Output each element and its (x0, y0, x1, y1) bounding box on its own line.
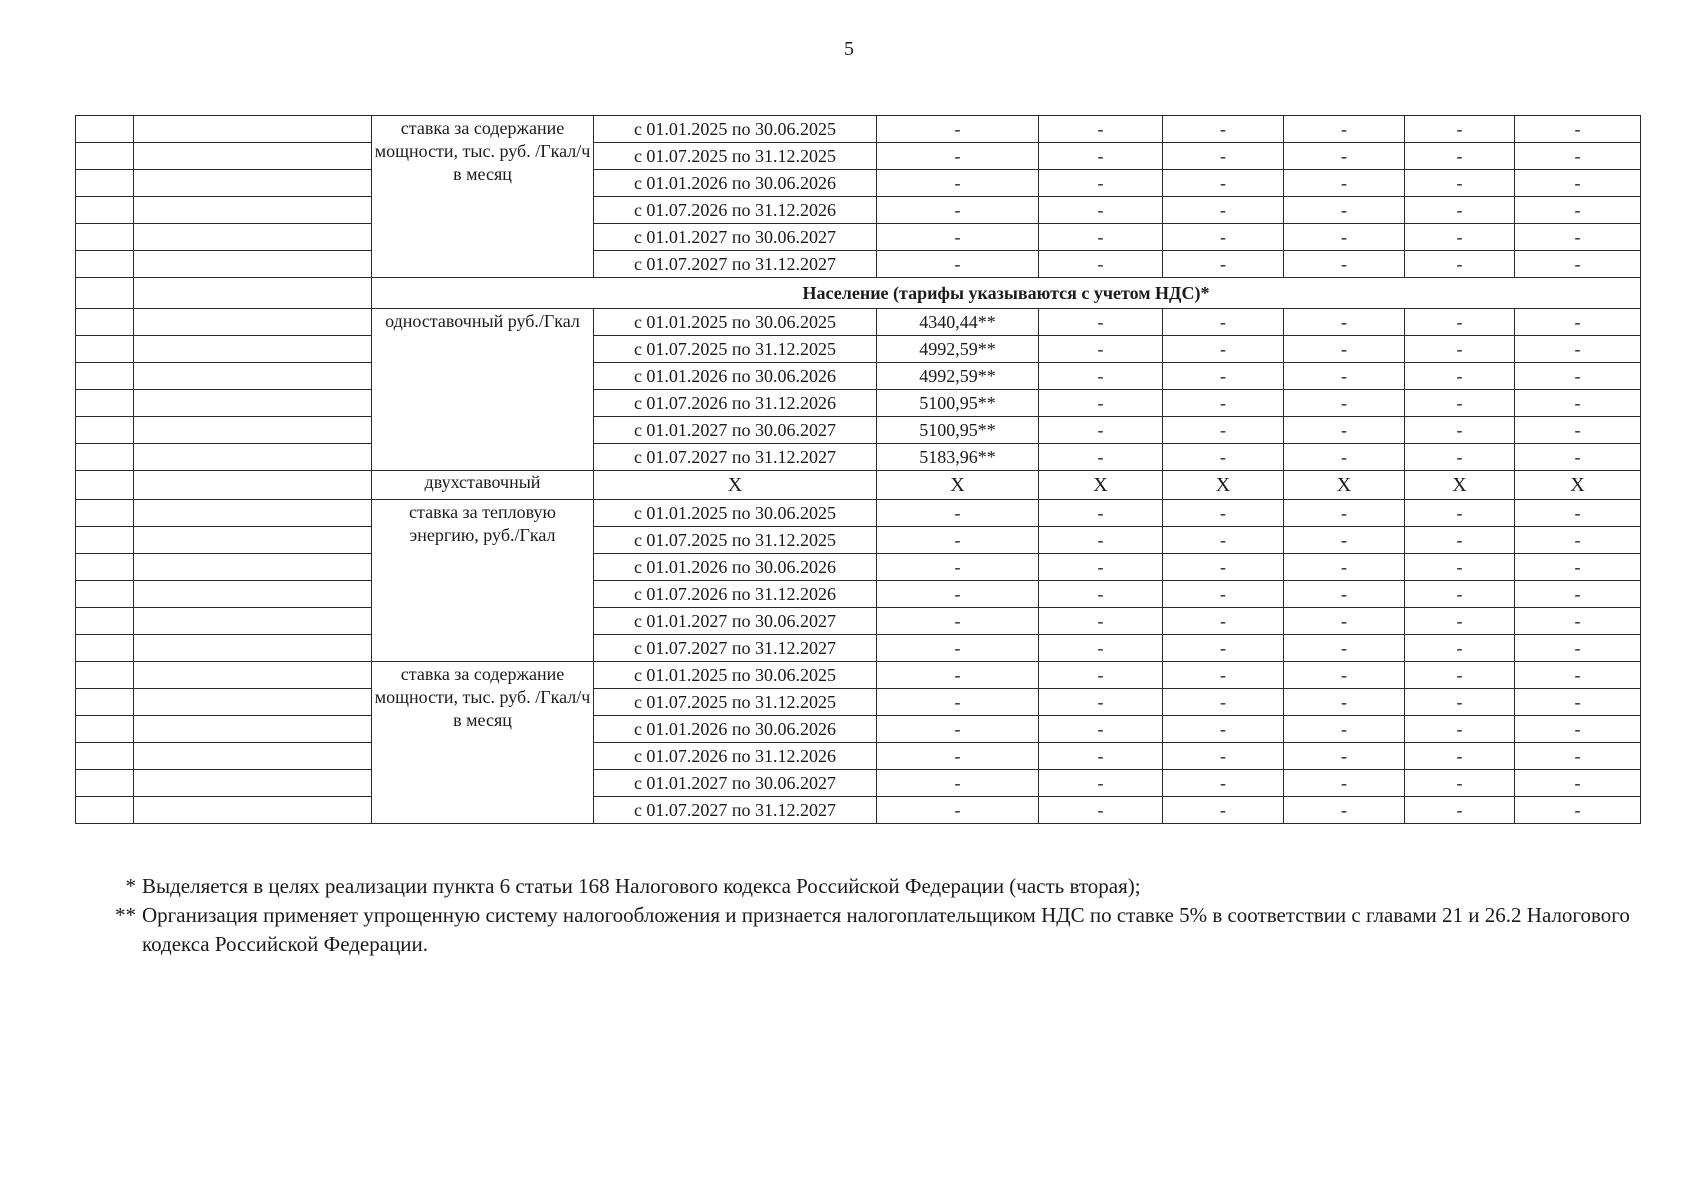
name-cell (134, 363, 372, 390)
value-cell: - (1515, 170, 1641, 197)
value-cell: - (1405, 417, 1515, 444)
value-cell: - (877, 197, 1039, 224)
value-cell: - (1284, 363, 1405, 390)
value-cell: - (1284, 309, 1405, 336)
number-cell (76, 170, 134, 197)
value-cell: - (1405, 770, 1515, 797)
value-cell: - (1284, 390, 1405, 417)
value-cell: - (1284, 224, 1405, 251)
footnote (100, 901, 1640, 959)
name-cell (134, 716, 372, 743)
value-cell: - (1515, 444, 1641, 471)
x-mark-cell: X (877, 471, 1039, 500)
value-cell: - (877, 170, 1039, 197)
value-cell: - (1284, 716, 1405, 743)
table-row (76, 444, 1641, 471)
period-cell: с 01.07.2027 по 31.12.2027 (594, 444, 877, 471)
value-cell: - (1163, 770, 1284, 797)
value-cell: - (877, 251, 1039, 278)
value-cell: - (1405, 170, 1515, 197)
table-row (76, 716, 1641, 743)
value-cell: - (1163, 363, 1284, 390)
footnotes (100, 872, 1640, 959)
number-cell (76, 581, 134, 608)
period-cell: с 01.01.2027 по 30.06.2027 (594, 608, 877, 635)
value-cell: - (1515, 500, 1641, 527)
name-cell (134, 309, 372, 336)
section-row (76, 278, 1641, 309)
number-cell (76, 197, 134, 224)
period-cell: с 01.01.2027 по 30.06.2027 (594, 417, 877, 444)
table-row (76, 390, 1641, 417)
number-cell (76, 743, 134, 770)
value-cell: - (877, 581, 1039, 608)
value-cell: - (1405, 797, 1515, 824)
name-cell (134, 527, 372, 554)
value-cell: - (1515, 336, 1641, 363)
value-cell: - (877, 770, 1039, 797)
name-cell (134, 554, 372, 581)
x-mark-cell: X (594, 471, 877, 500)
value-cell: - (1163, 689, 1284, 716)
name-cell (134, 608, 372, 635)
value-cell: - (1405, 309, 1515, 336)
table-row (76, 635, 1641, 662)
value-cell: - (1163, 309, 1284, 336)
value-cell: - (877, 743, 1039, 770)
value-cell: - (1163, 527, 1284, 554)
number-cell (76, 143, 134, 170)
name-cell (134, 143, 372, 170)
value-cell: - (1163, 797, 1284, 824)
value-cell: - (1405, 197, 1515, 224)
value-cell: - (1405, 635, 1515, 662)
value-cell: - (1163, 197, 1284, 224)
footnote-text: Организация применяет упрощенную систему налогообложения и признается налогоплательщиком НДС по ставке 5% в соответствии с главами 21 и 26.2 Налогового кодекса Российской Федерации. (142, 903, 1630, 956)
value-cell: - (1405, 116, 1515, 143)
tariff-table (75, 115, 1641, 824)
value-cell: - (1163, 581, 1284, 608)
value-cell: - (1515, 554, 1641, 581)
value-cell: - (1284, 635, 1405, 662)
table-row (76, 224, 1641, 251)
period-cell: с 01.07.2026 по 31.12.2026 (594, 581, 877, 608)
value-cell: - (1405, 390, 1515, 417)
period-cell: с 01.07.2027 по 31.12.2027 (594, 797, 877, 824)
table-row (76, 689, 1641, 716)
value-cell: - (1039, 336, 1163, 363)
value-cell: 5100,95** (877, 390, 1039, 417)
number-cell (76, 251, 134, 278)
value-cell: - (1284, 143, 1405, 170)
name-cell (134, 170, 372, 197)
value-cell: - (1039, 689, 1163, 716)
value-cell: - (877, 662, 1039, 689)
page-number: 5 (844, 38, 854, 60)
period-cell: с 01.07.2025 по 31.12.2025 (594, 689, 877, 716)
name-cell (134, 116, 372, 143)
number-cell (76, 336, 134, 363)
name-cell (134, 471, 372, 500)
value-cell: - (1515, 251, 1641, 278)
period-cell: с 01.07.2027 по 31.12.2027 (594, 251, 877, 278)
value-cell: - (1284, 417, 1405, 444)
number-cell (76, 417, 134, 444)
value-cell: - (1163, 662, 1284, 689)
number-cell (76, 224, 134, 251)
value-cell: - (1284, 608, 1405, 635)
value-cell: - (877, 224, 1039, 251)
value-cell: - (1284, 581, 1405, 608)
value-cell: - (1515, 116, 1641, 143)
period-cell: с 01.01.2025 по 30.06.2025 (594, 500, 877, 527)
value-cell: - (1405, 143, 1515, 170)
table-row (76, 581, 1641, 608)
value-cell: - (1163, 224, 1284, 251)
name-cell (134, 224, 372, 251)
period-cell: с 01.07.2025 по 31.12.2025 (594, 527, 877, 554)
value-cell: - (1163, 251, 1284, 278)
name-cell (134, 444, 372, 471)
number-cell (76, 500, 134, 527)
period-cell: с 01.01.2026 по 30.06.2026 (594, 716, 877, 743)
period-cell: с 01.01.2025 по 30.06.2025 (594, 309, 877, 336)
value-cell: - (1039, 770, 1163, 797)
value-cell: - (1515, 608, 1641, 635)
period-cell: с 01.01.2027 по 30.06.2027 (594, 770, 877, 797)
footnote-symbol: * (125, 874, 136, 898)
value-cell: - (877, 116, 1039, 143)
name-cell (134, 251, 372, 278)
value-cell: - (877, 527, 1039, 554)
value-cell: - (1284, 662, 1405, 689)
value-cell: - (1405, 554, 1515, 581)
table-row (76, 662, 1641, 689)
value-cell: - (1405, 251, 1515, 278)
value-cell: - (1039, 797, 1163, 824)
table-row (76, 471, 1641, 500)
number-cell (76, 116, 134, 143)
number-cell (76, 527, 134, 554)
value-cell: - (1515, 743, 1641, 770)
value-cell: - (1405, 336, 1515, 363)
number-cell (76, 278, 134, 309)
value-cell: - (1284, 770, 1405, 797)
value-cell: - (877, 554, 1039, 581)
number-cell (76, 363, 134, 390)
name-cell (134, 197, 372, 224)
period-cell: с 01.07.2026 по 31.12.2026 (594, 743, 877, 770)
value-cell: - (1405, 444, 1515, 471)
table-row (76, 554, 1641, 581)
rate-type-label: двухставочный (372, 471, 594, 500)
value-cell: - (1163, 143, 1284, 170)
value-cell: - (1163, 390, 1284, 417)
name-cell (134, 743, 372, 770)
x-mark-cell: X (1039, 471, 1163, 500)
value-cell: - (877, 716, 1039, 743)
rate-type-label: ставка за тепловую энергию, руб./Гкал (372, 500, 594, 662)
table-row (76, 770, 1641, 797)
value-cell: - (877, 797, 1039, 824)
x-mark-cell: X (1405, 471, 1515, 500)
period-cell: с 01.01.2025 по 30.06.2025 (594, 116, 877, 143)
value-cell: - (1039, 417, 1163, 444)
value-cell: - (1515, 716, 1641, 743)
x-mark-cell: X (1284, 471, 1405, 500)
value-cell: - (1039, 143, 1163, 170)
period-cell: с 01.01.2026 по 30.06.2026 (594, 363, 877, 390)
table-row (76, 170, 1641, 197)
value-cell: - (1284, 251, 1405, 278)
value-cell: - (1405, 689, 1515, 716)
period-cell: с 01.01.2025 по 30.06.2025 (594, 662, 877, 689)
rate-type-label: одноставочный руб./Гкал (372, 309, 594, 471)
value-cell: - (877, 143, 1039, 170)
value-cell: 4992,59** (877, 363, 1039, 390)
table-row (76, 309, 1641, 336)
value-cell: - (1515, 197, 1641, 224)
name-cell (134, 390, 372, 417)
value-cell: 4340,44** (877, 309, 1039, 336)
value-cell: - (1039, 363, 1163, 390)
value-cell: - (1515, 662, 1641, 689)
value-cell: - (877, 500, 1039, 527)
table-row (76, 500, 1641, 527)
number-cell (76, 635, 134, 662)
value-cell: - (1405, 716, 1515, 743)
value-cell: - (1163, 116, 1284, 143)
period-cell: с 01.01.2026 по 30.06.2026 (594, 170, 877, 197)
section-title: Население (тарифы указываются с учетом НДС)* (372, 278, 1641, 309)
period-cell: с 01.07.2025 по 31.12.2025 (594, 143, 877, 170)
footnote-text: Выделяется в целях реализации пункта 6 статьи 168 Налогового кодекса Российской Федерации (часть вторая); (142, 874, 1141, 898)
value-cell: - (1284, 527, 1405, 554)
value-cell: - (1284, 554, 1405, 581)
name-cell (134, 500, 372, 527)
name-cell (134, 417, 372, 444)
table-row (76, 608, 1641, 635)
value-cell: - (1039, 116, 1163, 143)
name-cell (134, 662, 372, 689)
value-cell: - (1039, 743, 1163, 770)
value-cell: - (1163, 716, 1284, 743)
value-cell: - (1039, 197, 1163, 224)
x-mark-cell: X (1515, 471, 1641, 500)
value-cell: - (1284, 170, 1405, 197)
value-cell: - (877, 635, 1039, 662)
value-cell: - (1284, 500, 1405, 527)
value-cell: - (1163, 417, 1284, 444)
value-cell: - (1284, 689, 1405, 716)
name-cell (134, 278, 372, 309)
value-cell: - (1039, 224, 1163, 251)
period-cell: с 01.07.2026 по 31.12.2026 (594, 197, 877, 224)
name-cell (134, 336, 372, 363)
value-cell: - (1039, 716, 1163, 743)
value-cell: - (1163, 554, 1284, 581)
period-cell: с 01.07.2027 по 31.12.2027 (594, 635, 877, 662)
value-cell: - (1163, 635, 1284, 662)
value-cell: - (1039, 581, 1163, 608)
value-cell: - (1039, 527, 1163, 554)
value-cell: - (1515, 581, 1641, 608)
value-cell: - (1405, 743, 1515, 770)
value-cell: - (1284, 116, 1405, 143)
table-row (76, 797, 1641, 824)
value-cell: - (1405, 581, 1515, 608)
value-cell: - (1039, 390, 1163, 417)
value-cell: - (1284, 336, 1405, 363)
table-row (76, 143, 1641, 170)
footnote (100, 872, 1640, 901)
number-cell (76, 471, 134, 500)
value-cell: - (1163, 336, 1284, 363)
table-row (76, 417, 1641, 444)
period-cell: с 01.01.2027 по 30.06.2027 (594, 224, 877, 251)
value-cell: - (1405, 608, 1515, 635)
value-cell: - (1039, 608, 1163, 635)
value-cell: - (877, 608, 1039, 635)
table-row (76, 527, 1641, 554)
footnote-symbol: ** (115, 903, 136, 927)
rate-type-label: ставка за содержание мощности, тыс. руб. /Гкал/ч в месяц (372, 116, 594, 278)
value-cell: - (1163, 444, 1284, 471)
value-cell: - (1405, 224, 1515, 251)
value-cell: 5100,95** (877, 417, 1039, 444)
table-row (76, 197, 1641, 224)
value-cell: - (1515, 797, 1641, 824)
name-cell (134, 797, 372, 824)
value-cell: - (1163, 500, 1284, 527)
value-cell: - (1039, 662, 1163, 689)
value-cell: - (1039, 444, 1163, 471)
value-cell: - (1405, 527, 1515, 554)
value-cell: - (1284, 743, 1405, 770)
period-cell: с 01.07.2025 по 31.12.2025 (594, 336, 877, 363)
table-row (76, 251, 1641, 278)
value-cell: - (1405, 662, 1515, 689)
value-cell: - (1039, 635, 1163, 662)
name-cell (134, 581, 372, 608)
rate-type-label: ставка за содержание мощности, тыс. руб. /Гкал/ч в месяц (372, 662, 594, 824)
value-cell: - (1515, 417, 1641, 444)
number-cell (76, 689, 134, 716)
name-cell (134, 635, 372, 662)
number-cell (76, 390, 134, 417)
value-cell: 5183,96** (877, 444, 1039, 471)
value-cell: - (1039, 554, 1163, 581)
value-cell: - (1515, 363, 1641, 390)
value-cell: - (1284, 197, 1405, 224)
value-cell: - (1515, 635, 1641, 662)
value-cell: - (1515, 390, 1641, 417)
value-cell: - (1515, 143, 1641, 170)
value-cell: - (1039, 170, 1163, 197)
value-cell: 4992,59** (877, 336, 1039, 363)
value-cell: - (1163, 743, 1284, 770)
number-cell (76, 797, 134, 824)
value-cell: - (1515, 689, 1641, 716)
value-cell: - (1284, 797, 1405, 824)
value-cell: - (1284, 444, 1405, 471)
value-cell: - (1405, 500, 1515, 527)
table-row (76, 116, 1641, 143)
value-cell: - (1515, 309, 1641, 336)
value-cell: - (1515, 770, 1641, 797)
value-cell: - (1039, 251, 1163, 278)
number-cell (76, 716, 134, 743)
period-cell: с 01.01.2026 по 30.06.2026 (594, 554, 877, 581)
value-cell: - (1405, 363, 1515, 390)
value-cell: - (1039, 309, 1163, 336)
number-cell (76, 608, 134, 635)
value-cell: - (1515, 224, 1641, 251)
value-cell: - (877, 689, 1039, 716)
value-cell: - (1163, 170, 1284, 197)
number-cell (76, 309, 134, 336)
table-row (76, 743, 1641, 770)
number-cell (76, 444, 134, 471)
value-cell: - (1515, 527, 1641, 554)
period-cell: с 01.07.2026 по 31.12.2026 (594, 390, 877, 417)
x-mark-cell: X (1163, 471, 1284, 500)
number-cell (76, 662, 134, 689)
name-cell (134, 689, 372, 716)
number-cell (76, 770, 134, 797)
number-cell (76, 554, 134, 581)
name-cell (134, 770, 372, 797)
table-row (76, 336, 1641, 363)
table-row (76, 363, 1641, 390)
value-cell: - (1163, 608, 1284, 635)
value-cell: - (1039, 500, 1163, 527)
